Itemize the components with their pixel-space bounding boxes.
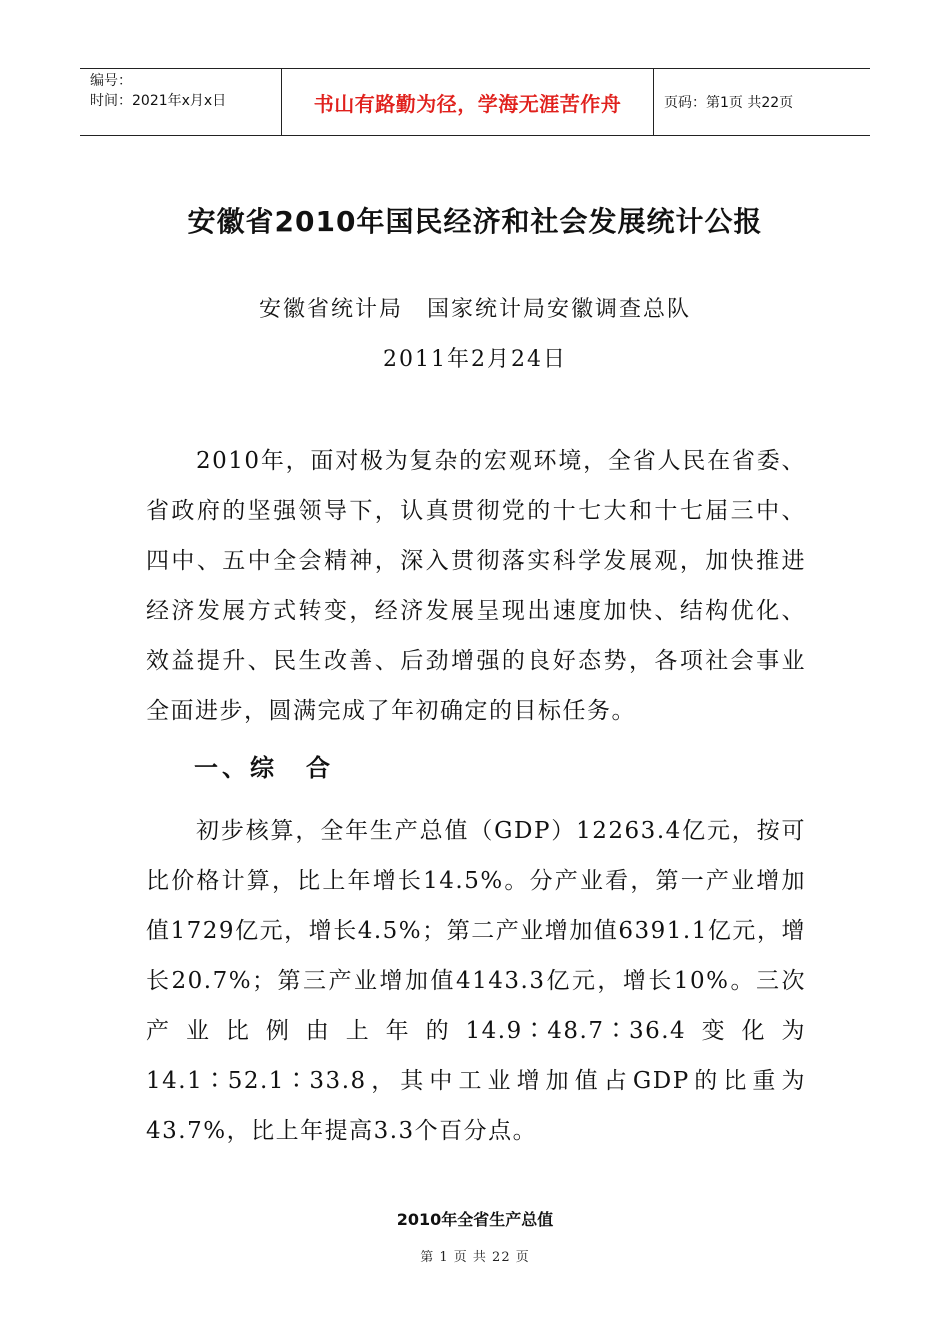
page-info: 页码：第1页 共22页 — [664, 95, 794, 111]
document-title: 安徽省2010年国民经济和社会发展统计公报 — [187, 205, 763, 238]
header-meta-cell — [80, 69, 282, 135]
document-header — [80, 68, 870, 136]
header-page-cell — [654, 69, 870, 135]
page-footer: 第 1 页 共 22 页 — [420, 1250, 530, 1265]
motto-text: 书山有路勤为径，学海无涯苦作舟 — [313, 91, 622, 116]
intro-paragraph: 2010年，面对极为复杂的宏观环境，全省人民在省委、省政府的坚强领导下，认真贯彻党的十七大和十七届三中、四中、五中全会精神，深入贯彻落实科学发展观，加快推进经济发展方式转变，经济发展呈现出速度加快、结构优化、效益提升、民生改善、后劲增强的良好态势，各项社会事业全面进步，圆满完成了年初确定的目标任务。 — [146, 448, 806, 724]
section-paragraph: 初步核算，全年生产总值（GDP）12263.4亿元，按可比价格计算，比上年增长14.5%。分产业看，第一产业增加值1729亿元，增长4.5%；第二产业增加值6391.1亿元，增长20.7%；第三产业增加值4143.3亿元，增长10%。三次产业比例由上年的14.9∶48.7∶36.4变化为14.1∶52.1∶33.8，其中工业增加值占GDP的比重为43.7%，比上年提高3.3个百分点。 — [146, 818, 806, 1144]
issuing-organizations: 安徽省统计局 国家统计局安徽调查总队 — [258, 297, 691, 322]
issue-date: 2011年2月24日 — [383, 347, 567, 372]
header-motto-cell — [282, 69, 654, 135]
time-label: 时间：2021年x月x日 — [90, 93, 227, 109]
number-label: 编号： — [90, 73, 132, 89]
section-heading: 一、综 合 — [194, 754, 334, 782]
table-caption: 2010年全省生产总值 — [396, 1210, 554, 1229]
